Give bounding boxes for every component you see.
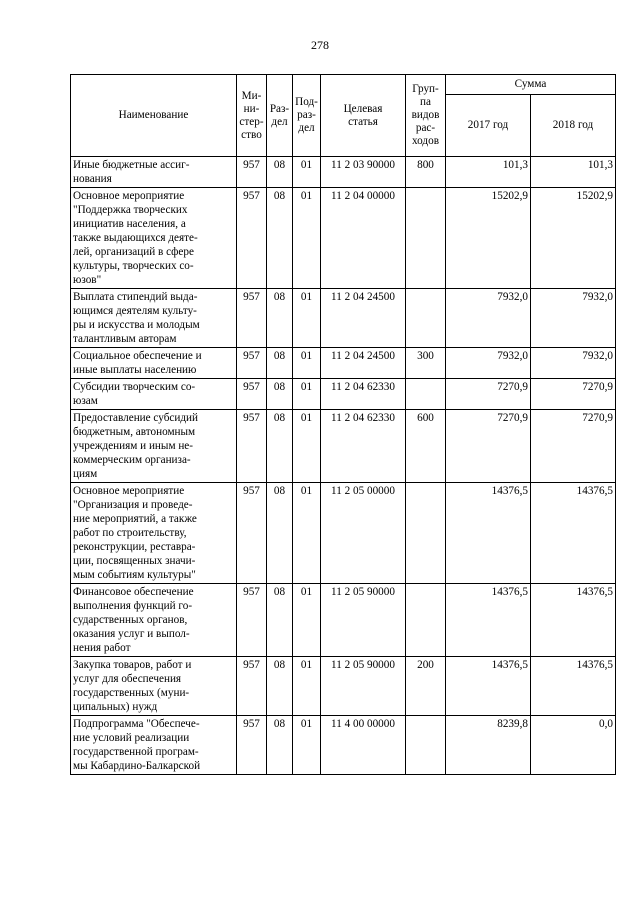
header-group: Груп- па видов рас- ходов (406, 75, 446, 157)
cell-section: 08 (267, 289, 293, 348)
table-body (71, 157, 616, 775)
cell-name: Социальное обеспечение и иные выплаты населению (71, 348, 237, 379)
cell-group (406, 289, 446, 348)
table-row (71, 157, 616, 188)
cell-subsection: 01 (293, 584, 321, 657)
cell-section: 08 (267, 584, 293, 657)
cell-sum-2017: 14376,5 (446, 657, 531, 716)
cell-sum-2018: 14376,5 (531, 584, 616, 657)
header-2017: 2017 год (446, 95, 531, 157)
cell-ministry: 957 (237, 410, 267, 483)
cell-name: Субсидии творческим со- юзам (71, 379, 237, 410)
cell-section: 08 (267, 410, 293, 483)
table-row (71, 289, 616, 348)
cell-subsection: 01 (293, 657, 321, 716)
cell-sum-2017: 7932,0 (446, 348, 531, 379)
cell-group (406, 188, 446, 289)
cell-ministry: 957 (237, 157, 267, 188)
header-subsection: Под- раз- дел (293, 75, 321, 157)
cell-target: 11 2 03 90000 (321, 157, 406, 188)
cell-sum-2018: 101,3 (531, 157, 616, 188)
cell-target: 11 2 05 00000 (321, 483, 406, 584)
cell-ministry: 957 (237, 289, 267, 348)
cell-target: 11 2 04 24500 (321, 289, 406, 348)
table-row (71, 379, 616, 410)
table-row (71, 483, 616, 584)
cell-target: 11 2 04 24500 (321, 348, 406, 379)
cell-subsection: 01 (293, 379, 321, 410)
header-name: Наименование (71, 75, 237, 157)
table-row (71, 410, 616, 483)
cell-target: 11 2 05 90000 (321, 584, 406, 657)
cell-name: Закупка товаров, работ и услуг для обеспечения государственных (муни- ципальных) нужд (71, 657, 237, 716)
cell-group: 200 (406, 657, 446, 716)
cell-ministry: 957 (237, 657, 267, 716)
cell-sum-2018: 7932,0 (531, 289, 616, 348)
cell-section: 08 (267, 157, 293, 188)
cell-section: 08 (267, 657, 293, 716)
table-row (71, 657, 616, 716)
cell-name: Предоставление субсидий бюджетным, автономным учреждениям и иным не- коммерческим организа- циям (71, 410, 237, 483)
header-target: Целевая статья (321, 75, 406, 157)
cell-group: 800 (406, 157, 446, 188)
cell-sum-2018: 7932,0 (531, 348, 616, 379)
cell-sum-2018: 7270,9 (531, 379, 616, 410)
cell-section: 08 (267, 716, 293, 775)
cell-sum-2017: 7270,9 (446, 410, 531, 483)
cell-subsection: 01 (293, 410, 321, 483)
table-row (71, 584, 616, 657)
cell-target: 11 2 04 62330 (321, 410, 406, 483)
cell-subsection: 01 (293, 716, 321, 775)
cell-group (406, 483, 446, 584)
cell-target: 11 2 04 00000 (321, 188, 406, 289)
table-row (71, 348, 616, 379)
cell-subsection: 01 (293, 157, 321, 188)
cell-sum-2017: 15202,9 (446, 188, 531, 289)
cell-group: 300 (406, 348, 446, 379)
cell-sum-2017: 8239,8 (446, 716, 531, 775)
cell-group (406, 716, 446, 775)
header-sum: Сумма (446, 75, 616, 95)
cell-subsection: 01 (293, 289, 321, 348)
cell-sum-2018: 14376,5 (531, 657, 616, 716)
cell-name: Основное мероприятие "Поддержка творческих инициатив населения, а также выдающихся деяте- лей, организаций в сфере культуры, творческих со- юзов" (71, 188, 237, 289)
cell-name: Финансовое обеспечение выполнения функций го- сударственных органов, оказания услуг и выпол- нения работ (71, 584, 237, 657)
budget-table (70, 74, 616, 775)
cell-name: Основное мероприятие "Организация и проведе- ние мероприятий, а также работ по строительству, реконструкции, реставра- ции, посвященных значи- мым событиям культуры" (71, 483, 237, 584)
cell-subsection: 01 (293, 348, 321, 379)
cell-group (406, 379, 446, 410)
header-ministry: Ми- ни- стер- ство (237, 75, 267, 157)
cell-section: 08 (267, 483, 293, 584)
header-2018: 2018 год (531, 95, 616, 157)
cell-ministry: 957 (237, 188, 267, 289)
table-row (71, 188, 616, 289)
cell-section: 08 (267, 348, 293, 379)
cell-sum-2017: 14376,5 (446, 584, 531, 657)
cell-ministry: 957 (237, 379, 267, 410)
cell-sum-2017: 7932,0 (446, 289, 531, 348)
cell-name: Подпрограмма "Обеспече- ние условий реализации государственной програм- мы Кабардино-Балкарской (71, 716, 237, 775)
page-number: 278 (311, 38, 329, 52)
cell-subsection: 01 (293, 188, 321, 289)
cell-target: 11 2 05 90000 (321, 657, 406, 716)
cell-target: 11 2 04 62330 (321, 379, 406, 410)
cell-section: 08 (267, 379, 293, 410)
cell-group (406, 584, 446, 657)
cell-ministry: 957 (237, 483, 267, 584)
cell-group: 600 (406, 410, 446, 483)
cell-ministry: 957 (237, 348, 267, 379)
cell-sum-2017: 101,3 (446, 157, 531, 188)
cell-ministry: 957 (237, 716, 267, 775)
cell-name: Иные бюджетные ассиг- нования (71, 157, 237, 188)
table-row (71, 716, 616, 775)
cell-subsection: 01 (293, 483, 321, 584)
cell-sum-2018: 15202,9 (531, 188, 616, 289)
cell-sum-2018: 7270,9 (531, 410, 616, 483)
cell-section: 08 (267, 188, 293, 289)
cell-ministry: 957 (237, 584, 267, 657)
cell-target: 11 4 00 00000 (321, 716, 406, 775)
table-header (71, 75, 616, 157)
cell-sum-2018: 0,0 (531, 716, 616, 775)
cell-sum-2018: 14376,5 (531, 483, 616, 584)
cell-name: Выплата стипендий выда- ющимся деятелям культу- ры и искусства и молодым талантливым авторам (71, 289, 237, 348)
cell-sum-2017: 7270,9 (446, 379, 531, 410)
cell-sum-2017: 14376,5 (446, 483, 531, 584)
header-section: Раз- дел (267, 75, 293, 157)
